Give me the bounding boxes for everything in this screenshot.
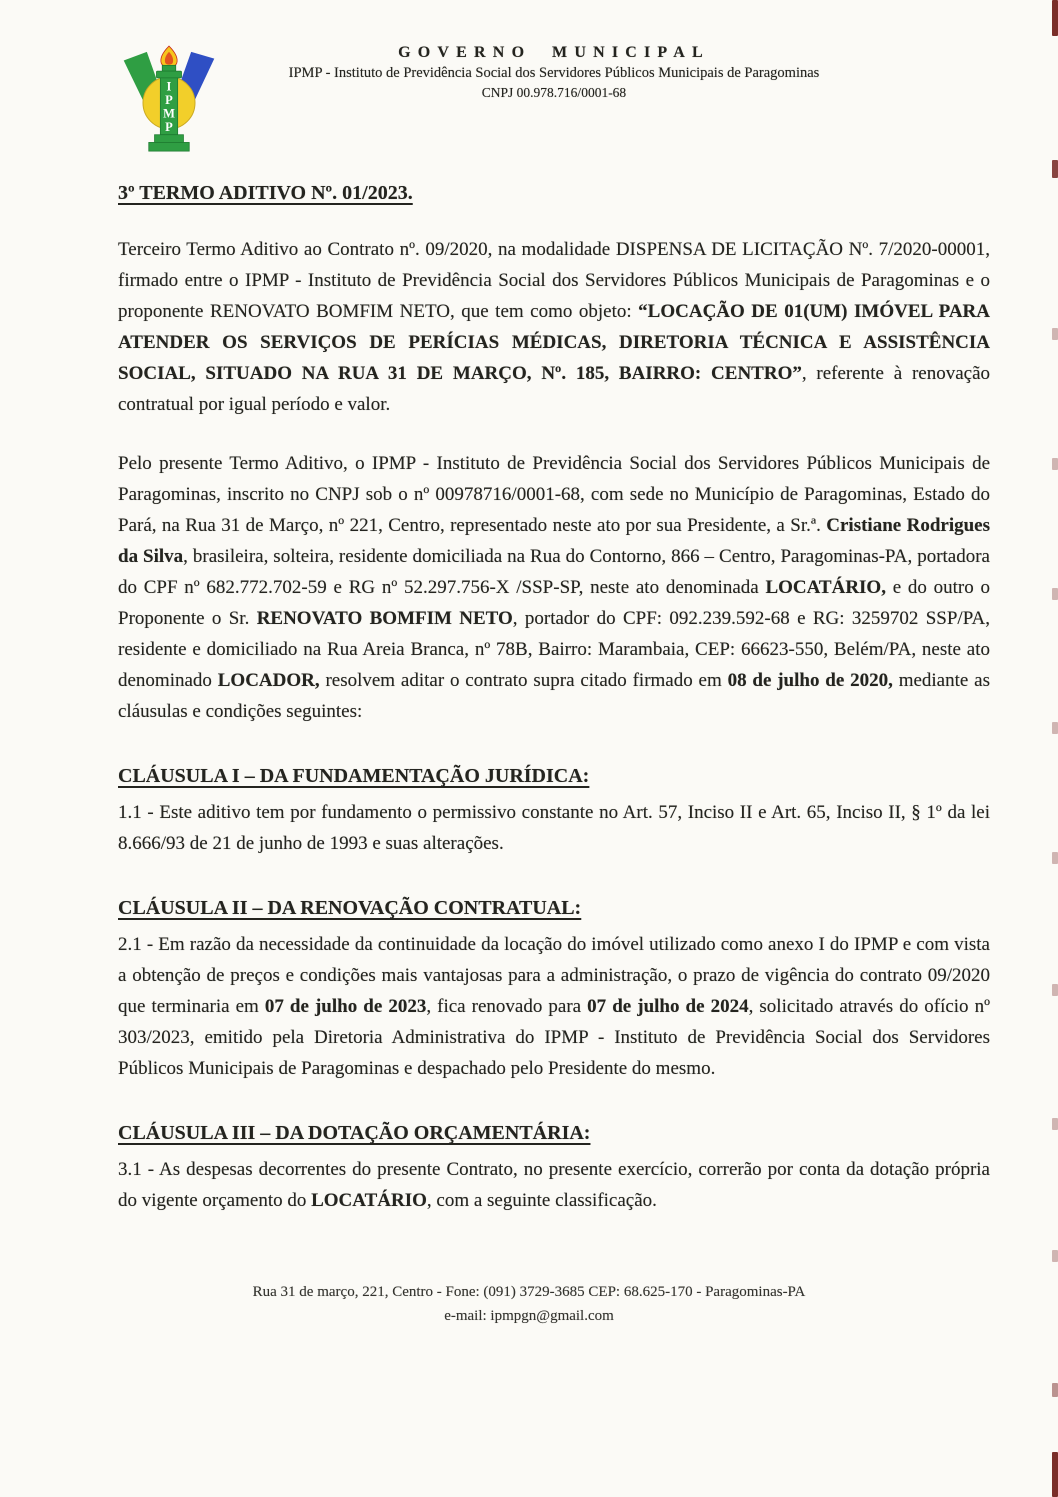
scan-edge-mark [1052, 1452, 1058, 1497]
text-run: Pelo presente Termo Aditivo, o IPMP - Instituto de Previdência Social dos Servidores Públicos Municipais de Paragominas, inscrito no CNPJ sob o nº 00978716/0001-68, com sede no Município de Paragominas, Estado do Pará, na Rua 31 de Março, nº 221, Centro, representado neste ato por sua Presidente, a Sr.ª. [118, 453, 990, 536]
clause-2-heading [118, 895, 990, 921]
letterhead-text [60, 44, 1048, 101]
text-run: , fica renovado para [426, 996, 588, 1017]
document-title [118, 180, 990, 206]
letterhead-government-title: GOVERNO MUNICIPAL [398, 44, 710, 61]
text-run: mediante as cláusulas e condições seguintes: [118, 670, 990, 722]
scan-edge-mark [1052, 722, 1058, 734]
text-run: 1.1 - Este aditivo tem por fundamento o permissivo constante no Art. 57, Inciso II e Art. 65, Inciso II, § 1º da lei 8.666/93 de 21 de junho de 1993 e suas alterações. [118, 802, 990, 854]
scan-edge-mark [1052, 160, 1058, 178]
clause-1-1 [118, 797, 990, 859]
logo-letter-p1: P [165, 92, 173, 107]
parties-paragraph [118, 448, 990, 727]
text-run: , referente à renovação contratual por igual período e valor. [118, 363, 990, 415]
scan-edge-mark [1052, 1250, 1058, 1262]
footer-address-line: Rua 31 de março, 221, Centro - Fone: (091) 3729-3685 CEP: 68.625-170 - Paragominas-PA [252, 1284, 806, 1300]
text-run: 07 de julho de 2023 [264, 996, 427, 1017]
clause-3-1 [118, 1154, 990, 1216]
clause-2-1 [118, 929, 990, 1084]
text-run: CLÁUSULA I – DA FUNDAMENTAÇÃO JURÍDICA: [118, 765, 590, 787]
text-run: 3.1 - As despesas decorrentes do presente Contrato, no presente exercício, correrão por conta da dotação própria do vigente orçamento do [118, 1159, 990, 1211]
scan-edge-mark [1052, 984, 1058, 996]
scan-edge-mark [1052, 588, 1058, 600]
text-run: resolvem aditar o contrato supra citado firmado em [319, 670, 728, 691]
letterhead-cnpj: CNPJ 00.978.716/0001-68 [481, 85, 627, 100]
opening-paragraph [118, 234, 990, 420]
document-body [118, 180, 990, 1216]
clause-3-heading [118, 1120, 990, 1146]
logo-letter-i: I [166, 79, 172, 94]
clause-1-heading [118, 763, 990, 789]
text-run: , brasileira, solteira, residente domiciliada na Rua do Contorno, 866 – Centro, Paragominas-PA, portadora do CPF nº 682.772.702-59 e RG nº 52.297.756-X /SSP-SP, neste ato denominada [118, 546, 990, 598]
scan-edge-mark [1052, 458, 1058, 470]
text-run: 08 de julho de 2020, [727, 670, 893, 691]
scan-edge-mark [1052, 1118, 1058, 1130]
logo-letter-p2: P [165, 119, 173, 134]
text-run: RENOVATO BOMFIM NETO [256, 608, 513, 629]
text-run: “LOCAÇÃO DE 01(UM) IMÓVEL PARA ATENDER OS SERVIÇOS DE PERÍCIAS MÉDICAS, DIRETORIA TÉCNICA E ASSISTÊNCIA SOCIAL, SITUADO NA RUA 31 DE MARÇO, Nº. 185, BAIRRO: CENTRO” [118, 301, 990, 384]
letterhead-institute-name: IPMP - Instituto de Previdência Social dos Servidores Públicos Municipais de Paragominas [288, 65, 820, 81]
logo-letter-m: M [163, 106, 175, 121]
text-run: , portador do CPF: 092.239.592-68 e RG: 3259702 SSP/PA, residente e domiciliado na Rua Areia Branca, nº 78B, Bairro: Marambaia, CEP: 66623-550, Belém/PA, neste ato denominado [118, 608, 990, 691]
page-footer [0, 1280, 1058, 1328]
scan-edge-mark [1052, 1383, 1058, 1397]
text-run: 07 de julho de 2024 [587, 996, 749, 1017]
text-run: 3º TERMO ADITIVO Nº. 01/2023. [118, 182, 413, 204]
text-run: LOCATÁRIO [311, 1190, 427, 1211]
text-run: , com a seguinte classificação. [426, 1190, 657, 1211]
text-run: LOCADOR, [217, 670, 320, 691]
text-run: Cristiane Rodrigues da Silva [118, 515, 991, 567]
text-run: e do outro o Proponente o Sr. [118, 577, 990, 629]
text-run: , solicitado através do ofício nº 303/2023, emitido pela Diretoria Administrativa do IPMP - Instituto de Previdência Social dos Servidores Públicos Municipais de Paragominas e despachado pelo Presidente do mesmo. [118, 996, 991, 1079]
scan-edge-mark [1052, 0, 1058, 36]
text-run: CLÁUSULA III – DA DOTAÇÃO ORÇAMENTÁRIA: [118, 1122, 591, 1144]
text-run: CLÁUSULA II – DA RENOVAÇÃO CONTRATUAL: [118, 897, 582, 919]
text-run: LOCATÁRIO, [765, 577, 886, 598]
scan-edge-mark [1052, 852, 1058, 864]
text-run: 2.1 - Em razão da necessidade da continuidade da locação do imóvel utilizado como anexo I do IPMP e com vista a obtenção de preços e condições mais vantajosas para a administração, o prazo de vigência do contrato 09/2020 que terminaria em [118, 934, 990, 1017]
scan-edge-mark [1052, 328, 1058, 340]
footer-email-line: e-mail: ipmpgn@gmail.com [444, 1308, 614, 1324]
text-run: Terceiro Termo Aditivo ao Contrato nº. 09/2020, na modalidade DISPENSA DE LICITAÇÃO Nº. 7/2020-00001, firmado entre o IPMP - Instituto de Previdência Social dos Servidores Públicos Municipais de Paragominas e o proponente RENOVATO BOMFIM NETO, que tem como objeto: [118, 239, 990, 322]
